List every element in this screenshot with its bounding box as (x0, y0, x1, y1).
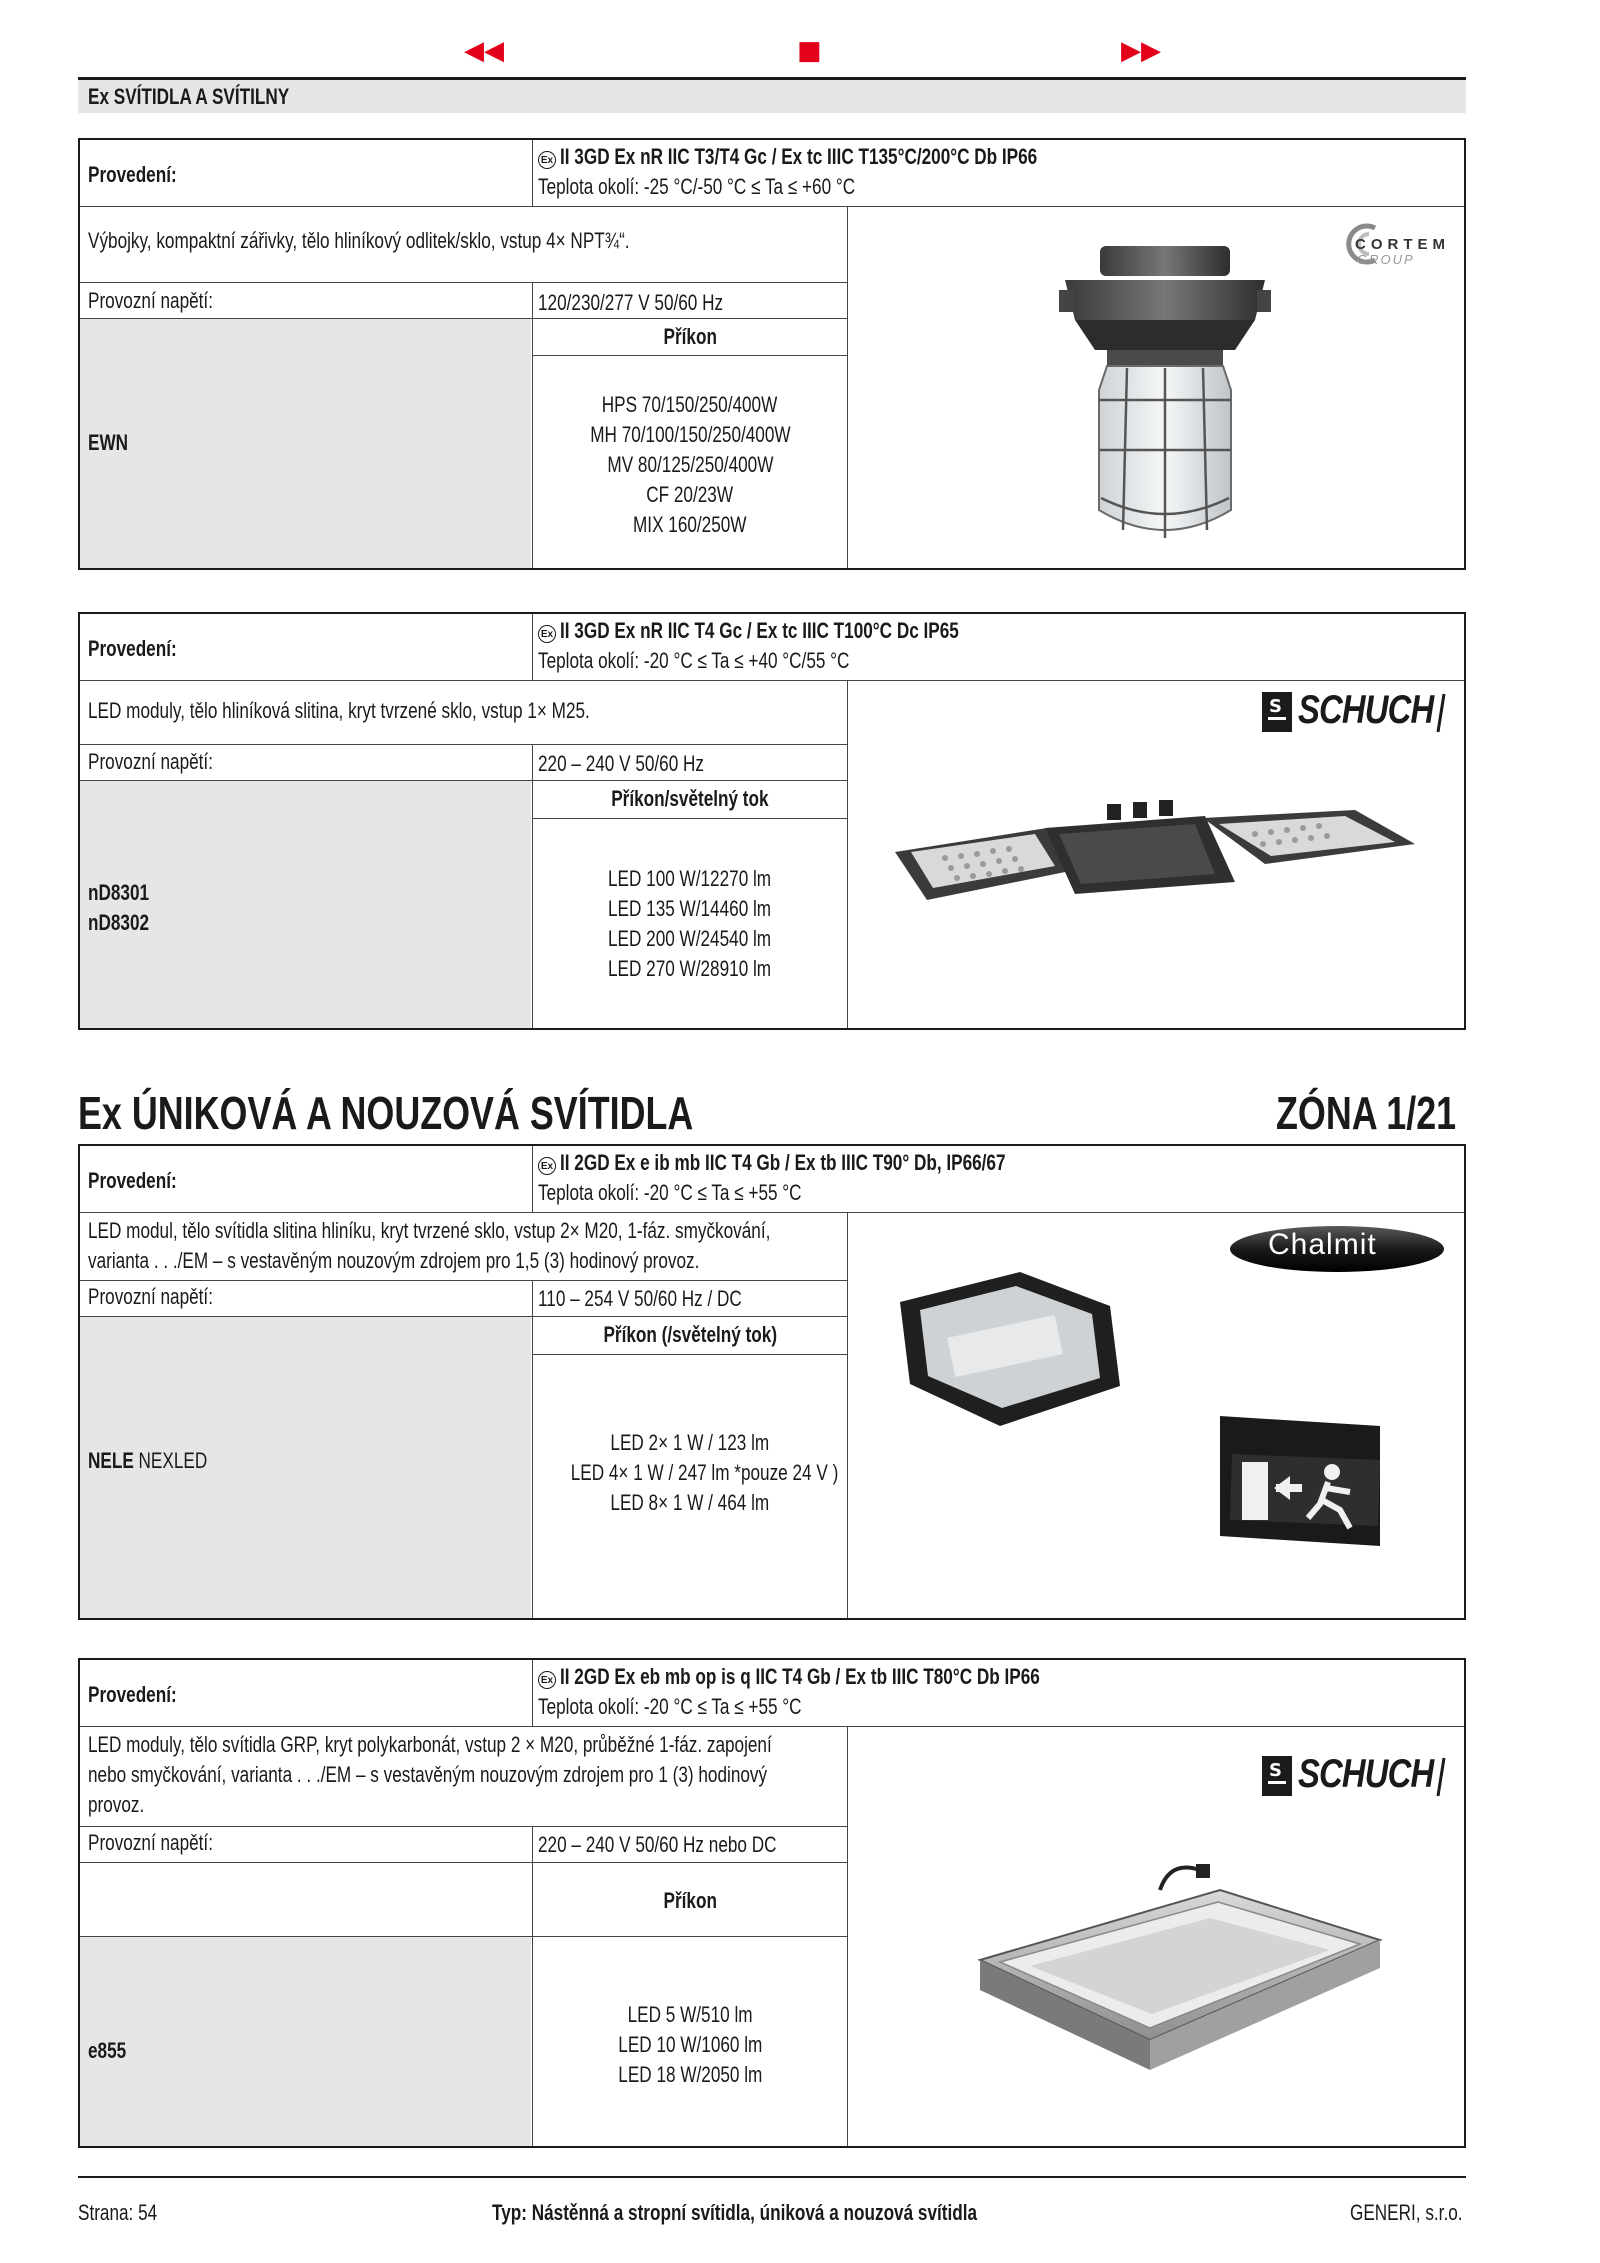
zone-label (1276, 1086, 1507, 1140)
voltage-label: Provozní napětí: (88, 288, 213, 313)
svg-text:S: S (1269, 1760, 1282, 1781)
cortem-logo (1333, 210, 1453, 280)
previous-page-icon[interactable]: ◀◀ (464, 36, 504, 66)
voltage-value: 220 – 240 V 50/60 Hz nebo DC (538, 1832, 777, 1857)
power-value: LED 4× 1 W / 247 lm *pouze 24 V ) (570, 1460, 839, 1485)
page-heading (78, 1086, 867, 1140)
provedeni-label: Provedení: (88, 636, 177, 661)
svg-text:S: S (1269, 696, 1282, 717)
product-description: LED moduly, tělo hliníková slitina, kryt tvrzené sklo, vstup 1× M25. (88, 698, 590, 723)
model-name: NELE (88, 1448, 134, 1473)
provedeni-label: Provedení: (88, 1168, 177, 1193)
ex-mark-icon: Ex (538, 1157, 556, 1175)
voltage-label: Provozní napětí: (88, 1830, 213, 1855)
voltage-label: Provozní napětí: (88, 1284, 213, 1309)
power-header: Příkon (/světelný tok) (603, 1322, 777, 1347)
product-block-ewn (78, 138, 1466, 570)
voltage-value: 220 – 240 V 50/60 Hz (538, 751, 705, 776)
product-description (88, 1730, 965, 1820)
ex-code: II 3GD Ex nR IIC T3/T4 Gc / Ex tc IIIC T135°C/200°C Db IP66 (560, 144, 1038, 169)
description-line: nebo smyčkování, varianta . . ./EM – s vestavěným nouzovým zdrojem pro 1 (3) hodinový (88, 1762, 768, 1787)
voltage-label: Provozní napětí: (88, 749, 213, 774)
next-page-icon[interactable]: ▶▶ (1121, 36, 1161, 66)
power-value: LED 8× 1 W / 464 lm (610, 1490, 770, 1515)
power-value: LED 10 W/1060 lm (617, 2032, 763, 2057)
ex-code: II 2GD Ex eb mb op is q IIC T4 Gb / Ex tb IIIC T80°C Db IP66 (560, 1664, 1040, 1689)
power-value: MV 80/125/250/400W (607, 452, 773, 477)
power-values (533, 2000, 847, 2090)
ewn-luminaire-image (1045, 240, 1285, 560)
ex-mark-icon: Ex (538, 1671, 556, 1689)
nele-nexled-luminaire-image (880, 1266, 1400, 1596)
section-header (78, 77, 1466, 113)
product-description: Výbojky, kompaktní zářivky, tělo hliníkový odlitek/sklo, vstup 4× NPT¾“. (88, 228, 630, 253)
power-value: CF 20/23W (646, 482, 734, 507)
model-name: e855 (88, 2038, 127, 2063)
section-header-title: Ex SVÍTIDLA A SVÍTILNY (88, 84, 290, 109)
chalmit-logo-text: Chalmit (1268, 1228, 1377, 1261)
ex-mark-icon: Ex (538, 625, 556, 643)
description-line: provoz. (88, 1792, 145, 1817)
description-line: varianta . . ./EM – s vestavěným nouzovým zdrojem pro 1,5 (3) hodinový provoz. (88, 1248, 700, 1273)
cortem-logo-text: CORTEM (1355, 236, 1450, 253)
model-name-suffix: NEXLED (133, 1448, 208, 1473)
product-block-nd8301 (78, 612, 1466, 1030)
footer-type: Typ: Nástěnná a stropní svítidla, úniková a nouzová svítidla (492, 2200, 978, 2225)
provedeni-label: Provedení: (88, 162, 177, 187)
power-values (533, 390, 847, 540)
model-name: nD8302 (88, 910, 150, 935)
model-name: nD8301 (88, 880, 150, 905)
schuch-logo (1260, 1754, 1450, 1798)
power-value: MIX 160/250W (633, 512, 747, 537)
power-values (533, 864, 847, 984)
schuch-logo-text: SCHUCH (1298, 688, 1434, 732)
power-value: LED 18 W/2050 lm (617, 2062, 763, 2087)
voltage-value: 120/230/277 V 50/60 Hz (538, 290, 724, 315)
nd8301-luminaire-image (875, 794, 1435, 914)
e855-luminaire-image (960, 1850, 1400, 2090)
power-value: LED 2× 1 W / 123 lm (610, 1430, 770, 1455)
footer-divider (78, 2176, 1466, 2178)
description-line: LED modul, tělo svítidla slitina hliníku, kryt tvrzené sklo, vstup 2× M20, 1-fáz. smyčkování, (88, 1218, 771, 1243)
product-block-e855 (78, 1658, 1466, 2148)
power-value: LED 270 W/28910 lm (608, 956, 772, 981)
ambient-temperature: Teplota okolí: -20 °C ≤ Ta ≤ +55 °C (538, 1180, 802, 1205)
footer-company: GENERI, s.r.o. (1350, 2200, 1463, 2225)
product-block-nele-nexled (78, 1144, 1466, 1620)
ambient-temperature: Teplota okolí: -20 °C ≤ Ta ≤ +40 °C/55 °C (538, 648, 850, 673)
power-header: Příkon/světelný tok (611, 786, 769, 811)
zone-label-text: ZÓNA 1/21 (1276, 1087, 1457, 1139)
ambient-temperature: Teplota okolí: -25 °C/-50 °C ≤ Ta ≤ +60 °C (538, 174, 856, 199)
ambient-temperature: Teplota okolí: -20 °C ≤ Ta ≤ +55 °C (538, 1694, 802, 1719)
provedeni-label: Provedení: (88, 1682, 177, 1707)
stop-icon[interactable]: ■ (797, 36, 822, 66)
power-values (533, 1428, 847, 1518)
product-description (88, 1216, 963, 1276)
power-header: Příkon (663, 1888, 717, 1913)
voltage-value: 110 – 254 V 50/60 Hz / DC (538, 1286, 742, 1311)
power-value: MH 70/100/150/250/400W (589, 422, 791, 447)
power-header: Příkon (663, 324, 717, 349)
ex-code: II 2GD Ex e ib mb IIC T4 Gb / Ex tb IIIC T90° Db, IP66/67 (560, 1150, 1006, 1175)
description-line: LED moduly, tělo svítidla GRP, kryt polykarbonát, vstup 2 × M20, průběžné 1-fáz. zapojení (88, 1732, 772, 1757)
power-value: LED 200 W/24540 lm (608, 926, 772, 951)
power-value: LED 100 W/12270 lm (608, 866, 772, 891)
power-value: HPS 70/150/250/400W (602, 392, 778, 417)
page-number: Strana: 54 (78, 2200, 158, 2225)
schuch-logo-text: SCHUCH (1298, 1752, 1434, 1796)
power-value: LED 5 W/510 lm (627, 2002, 753, 2027)
power-value: LED 135 W/14460 lm (608, 896, 772, 921)
model-name: EWN (88, 430, 129, 455)
ex-mark-icon: Ex (538, 151, 556, 169)
page-heading-text: Ex ÚNIKOVÁ A NOUZOVÁ SVÍTIDLA (78, 1087, 694, 1139)
schuch-logo (1260, 690, 1450, 734)
cortem-logo-subtext: GROUP (1357, 252, 1415, 267)
ex-code: II 3GD Ex nR IIC T4 Gc / Ex tc IIIC T100°C Dc IP65 (560, 618, 959, 643)
